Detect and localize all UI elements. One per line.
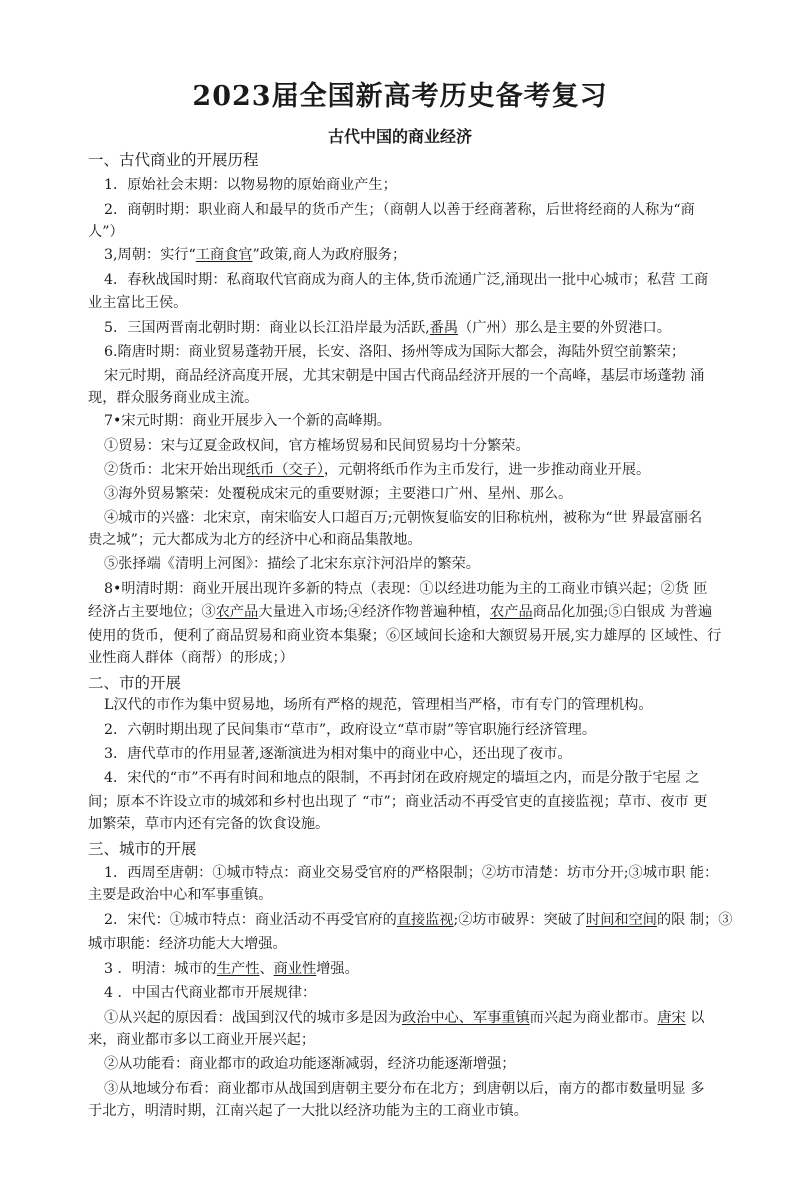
text-line: 间；原本不许设立市的城郊和乡村也出现了 “市”；商业活动不再受官吏的直接监视；草市、夜市 更 [88, 794, 708, 810]
underlined-text: 政治中心、军事重镇 [401, 1010, 530, 1026]
text-line [104, 911, 732, 929]
text-segment: 、 [259, 961, 274, 977]
text-line: 使用的货币，便利了商品贸易和商业资本集聚；⑥区域间长途和大额贸易开展,实力雄厚的 区域性、行 [88, 628, 722, 644]
text-segment: 经济占主要地位；③ [88, 604, 216, 620]
text-line: 加繁荣，草市内还有完备的饮食设施。 [88, 816, 330, 832]
text-segment: 3 ．明清：城市的 [104, 961, 217, 977]
underlined-text: 直接监视 [396, 912, 454, 928]
text-segment: 大量进入市场;④经济作物普遍种植， [258, 604, 491, 620]
text-line: 2．商朝时期：职业商人和最早的货币产生；（商朝人以善于经商著称，后世将经商的人称为“商 [104, 202, 695, 218]
text-segment: 以 [685, 1010, 705, 1026]
text-line: 7•宋元时期：商业开展步入一个新的高峰期。 [104, 413, 391, 429]
text-segment: 商品化加强;⑤白银成 为普遍 [532, 604, 713, 620]
text-segment: ①从兴起的原因看：战国到汉代的城市多是因为 [104, 1010, 402, 1026]
text-line: 现，群众服务商业成主流。 [88, 390, 259, 406]
text-line: ③从地域分布看：商业都市从战国到唐朝主要分布在北方；到唐朝以后，南方的都市数量明显 多 [104, 1081, 705, 1097]
underlined-text: 番禺 [429, 320, 459, 336]
text-line [104, 1009, 704, 1027]
underlined-text: 商业性 [273, 961, 317, 977]
text-line: 4．春秋战国时期：私商取代官商成为商人的主体,货币流通广泛,涌现出一批中心城市；私营 工商 [104, 272, 709, 288]
text-line [88, 603, 712, 621]
text-line: L汉代的市作为集中贸易地，场所有严格的规范，管理相当严格，市有专门的管理机构。 [104, 697, 653, 713]
text-line: ①贸易：宋与辽夏金政权间，官方榷场贸易和民间贸易均十分繁荣。 [104, 438, 530, 454]
text-line: 2．六朝时期出现了民间集市“草市”，政府设立“草市尉”等官职施行经济管理。 [104, 722, 597, 738]
text-segment: ②货币：北宋开始出现 [104, 462, 246, 478]
text-line [104, 246, 406, 264]
underlined-text: 纸币（交子） [245, 462, 324, 478]
text-line: 人”） [88, 224, 124, 240]
text-line [104, 960, 359, 978]
text-line: 8•明清时期：商业开展出现许多新的特点（表现：①以经进功能为主的工商业市镇兴起；②货 匝 [104, 581, 708, 597]
text-line: 业性商人群体（商帮）的形成；） [88, 650, 294, 666]
document-title: 2023届全国新高考历史备考复习 [192, 81, 608, 112]
text-segment: 5．三国两晋南北朝时期：商业以长江沿岸最为活跃, [104, 320, 430, 336]
text-line: 贵之城”；元大都成为北方的经济中心和商品集散地。 [88, 532, 422, 548]
text-line: ③海外贸易繁荣：处覆税成宋元的重要财源；主要港口广州、星州、那么。 [104, 486, 573, 502]
text-segment: ;②坊市破界：突破了 [453, 912, 587, 928]
underlined-text: 生产性 [216, 961, 260, 977]
text-segment: 2．宋代：①城市特点：商业活动不再受官府的 [104, 912, 397, 928]
section-heading: 三、城市的开展 [88, 840, 197, 858]
text-segment: ，元朝将纸币作为主币发行，进一步推动商业开展。 [323, 462, 651, 478]
text-line: 城市职能：经济功能大大增强。 [88, 936, 287, 952]
text-segment: （广州）那么是主要的外贸港口。 [458, 320, 671, 336]
text-line: 4．宋代的“市”不再有时间和地点的限制，不再封闭在政府规定的墙垣之内，而是分散于宅屋 之 [104, 770, 700, 786]
text-line: 3．唐代草市的作用显著,逐渐演进为相对集中的商业中心，还出现了夜市。 [104, 746, 572, 762]
text-line: 1．西周至唐朝：①城市特点：商业交易受官府的严格限制；②坊市清楚：坊市分开;③城市职 能： [104, 865, 719, 881]
text-segment: ”政策,商人为政府服务； [252, 247, 407, 263]
text-line: 6.隋唐时期：商业贸易蓬勃开展，长安、洛阳、扬州等成为国际大都会，海陆外贸空前繁荣； [104, 344, 686, 360]
text-line: 4 ．中国古代商业都市开展规律： [104, 985, 317, 1001]
underlined-text: 工商食官 [195, 247, 253, 263]
text-line: ②从功能看：商业都市的政迨功能逐渐减弱，经济功能逐渐增强； [104, 1056, 516, 1072]
underlined-text: 农产品 [490, 604, 533, 620]
text-line: 于北方，明清时期，江南兴起了一大批以经济功能为主的工商业市镇。 [88, 1103, 528, 1119]
text-segment: 的限 制；③ [656, 912, 733, 928]
text-line [104, 319, 671, 337]
text-line: 1．原始社会末期：以物易物的原始商业产生； [104, 177, 397, 193]
text-line: 主要是政治中心和军事重镇。 [88, 887, 273, 903]
text-segment: 增强。 [316, 961, 359, 977]
text-segment: 3,周朝：实行“ [104, 247, 196, 263]
text-segment: 而兴起为商业都市。 [529, 1010, 658, 1026]
section-heading: 一、古代商业的开展历程 [88, 151, 259, 169]
text-line: ④城市的兴盛：北宋京，南宋临安人口超百万;元朝恢复临安的旧称杭州，被称为“世 界最富丽名 [104, 510, 703, 526]
underlined-text: 时间和空间 [586, 912, 657, 928]
underlined-text: 农产品 [215, 604, 259, 620]
text-line [104, 461, 650, 479]
text-line: 来，商业都市多以工商业开展兴起； [88, 1032, 316, 1048]
underlined-text: 唐宋 [657, 1010, 686, 1026]
text-line: ⑤张择端《清明上河图》：描绘了北宋东京汴河沿岸的繁荣。 [104, 556, 480, 572]
document-subtitle: 古代中国的商业经济 [327, 127, 472, 146]
section-heading: 二、市的开展 [88, 674, 182, 692]
text-line: 业主富比王侯。 [88, 295, 188, 311]
text-line: 宋元时期，商品经济高度开展，尤其宋朝是中国古代商品经济开展的一个高峰，基层市场蓬勃 涌 [104, 368, 705, 384]
